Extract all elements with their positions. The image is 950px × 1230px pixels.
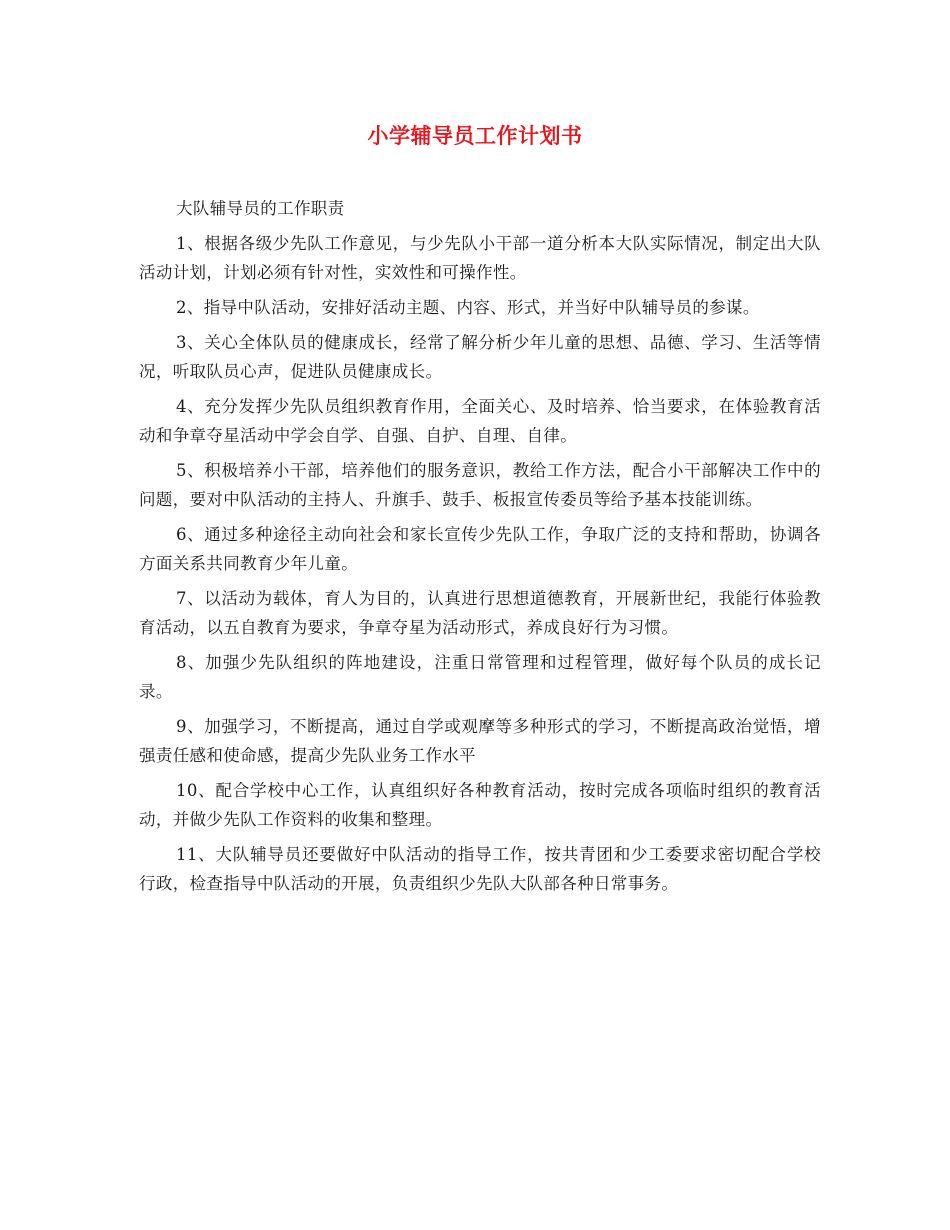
duty-item-11: 11、大队辅导员还要做好中队活动的指导工作，按共青团和少工委要求密切配合学校行政，检查指导中队活动的开展，负责组织少先队大队部各种日常事务。 (139, 845, 821, 893)
duty-item-2: 2、指导中队活动，安排好活动主题、内容、形式，并当好中队辅导员的参谋。 (176, 298, 760, 317)
duty-item-7: 7、以活动为载体，育人为目的，认真进行思想道德教育，开展新世纪，我能行体验教育活动，以五自教育为要求，争章夺星为活动形式，养成良好行为习惯。 (139, 589, 821, 637)
duty-item-8: 8、加强少先队组织的阵地建设，注重日常管理和过程管理，做好每个队员的成长记录。 (139, 653, 821, 701)
duty-item-6: 6、通过多种途径主动向社会和家长宣传少先队工作，争取广泛的支持和帮助，协调各方面关系共同教育少年儿童。 (139, 525, 821, 573)
duty-item-1: 1、根据各级少先队工作意见，与少先队小干部一道分析本大队实际情况，制定出大队活动计划，计划必须有针对性，实效性和可操作性。 (139, 234, 821, 282)
document-title: 小学辅导员工作计划书 (367, 123, 583, 148)
duty-item-5: 5、积极培养小干部，培养他们的服务意识，教给工作方法，配合小干部解决工作中的问题，要对中队活动的主持人、升旗手、鼓手、板报宣传委员等给予基本技能训练。 (139, 461, 821, 509)
duty-item-3: 3、关心全体队员的健康成长，经常了解分析少年儿童的思想、品德、学习、生活等情况，听取队员心声，促进队员健康成长。 (139, 333, 821, 381)
document-body (139, 194, 821, 904)
duty-item-9: 9、加强学习，不断提高，通过自学或观摩等多种形式的学习，不断提高政治觉悟，增强责任感和使命感，提高少先队业务工作水平 (139, 717, 821, 765)
duty-item-4: 4、充分发挥少先队员组织教育作用，全面关心、及时培养、恰当要求，在体验教育活动和争章夺星活动中学会自学、自强、自护、自理、自律。 (139, 397, 821, 445)
section-heading: 大队辅导员的工作职责 (176, 199, 345, 218)
duty-item-10: 10、配合学校中心工作，认真组织好各种教育活动，按时完成各项临时组织的教育活动，并做少先队工作资料的收集和整理。 (139, 781, 821, 829)
